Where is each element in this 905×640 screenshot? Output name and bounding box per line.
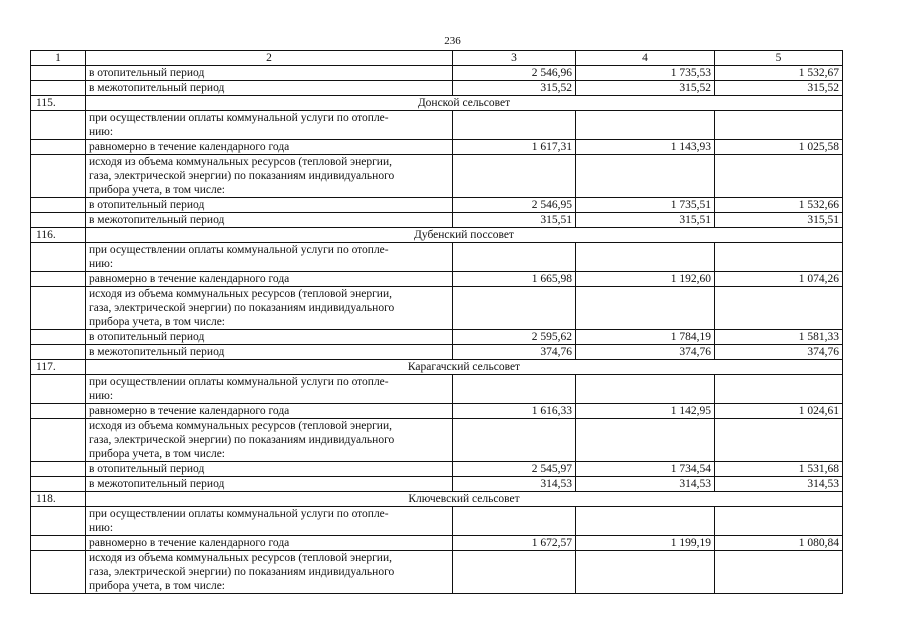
row-number [31, 375, 86, 404]
value-col-3 [453, 507, 576, 536]
table-row [31, 404, 843, 419]
value-col-5: 314,53 [715, 477, 843, 492]
value-col-3: 315,51 [453, 213, 576, 228]
table-row [31, 272, 843, 287]
value-col-3: 2 545,97 [453, 462, 576, 477]
value-col-5 [715, 155, 843, 198]
row-number [31, 140, 86, 155]
value-col-4 [576, 243, 715, 272]
table-row [31, 198, 843, 213]
value-col-5 [715, 375, 843, 404]
row-label: в межотопительный период [86, 81, 453, 96]
value-col-4 [576, 507, 715, 536]
value-col-5: 315,52 [715, 81, 843, 96]
value-col-5: 1 531,68 [715, 462, 843, 477]
value-col-4: 315,51 [576, 213, 715, 228]
value-col-4: 1 735,51 [576, 198, 715, 213]
table-row [31, 287, 843, 330]
header-cell-1: 1 [31, 51, 86, 66]
group-title: Донской сельсовет [86, 96, 843, 111]
row-number [31, 507, 86, 536]
value-col-5: 1 532,67 [715, 66, 843, 81]
row-number: 116. [31, 228, 86, 243]
value-col-4: 1 784,19 [576, 330, 715, 345]
row-number [31, 462, 86, 477]
group-title: Карагачский сельсовет [86, 360, 843, 375]
value-col-5: 374,76 [715, 345, 843, 360]
group-row [31, 360, 843, 375]
value-col-4: 314,53 [576, 477, 715, 492]
row-number [31, 404, 86, 419]
value-col-3: 1 617,31 [453, 140, 576, 155]
value-col-3 [453, 155, 576, 198]
value-col-4: 374,76 [576, 345, 715, 360]
value-col-5 [715, 551, 843, 594]
value-col-4: 1 735,53 [576, 66, 715, 81]
table-row [31, 507, 843, 536]
value-col-5: 315,51 [715, 213, 843, 228]
table-row [31, 330, 843, 345]
page-number: 236 [444, 35, 461, 47]
table-row [31, 419, 843, 462]
row-label: в отопительный период [86, 66, 453, 81]
group-row [31, 96, 843, 111]
table-row [31, 66, 843, 81]
value-col-3 [453, 243, 576, 272]
value-col-5 [715, 287, 843, 330]
value-col-5 [715, 111, 843, 140]
row-label: равномерно в течение календарного года [86, 404, 453, 419]
row-label: при осуществлении оплаты коммунальной услуги по отопле- нию: [86, 111, 453, 140]
value-col-3 [453, 111, 576, 140]
value-col-4 [576, 419, 715, 462]
row-label: исходя из объема коммунальных ресурсов (тепловой энергии, газа, электрической энергии) по показаниям индивидуального прибора учета, в том числе: [86, 551, 453, 594]
row-label: равномерно в течение календарного года [86, 140, 453, 155]
value-col-3: 1 672,57 [453, 536, 576, 551]
row-label: при осуществлении оплаты коммунальной услуги по отопле- нию: [86, 507, 453, 536]
table-row [31, 111, 843, 140]
row-number [31, 66, 86, 81]
row-number [31, 345, 86, 360]
row-number [31, 198, 86, 213]
header-cell-3: 3 [453, 51, 576, 66]
value-col-4 [576, 155, 715, 198]
value-col-3: 2 546,96 [453, 66, 576, 81]
row-number [31, 477, 86, 492]
row-number: 118. [31, 492, 86, 507]
row-number [31, 287, 86, 330]
value-col-3: 2 546,95 [453, 198, 576, 213]
table-row [31, 375, 843, 404]
row-label: исходя из объема коммунальных ресурсов (тепловой энергии, газа, электрической энергии) по показаниям индивидуального прибора учета, в том числе: [86, 419, 453, 462]
value-col-3: 1 616,33 [453, 404, 576, 419]
group-title: Ключевский сельсовет [86, 492, 843, 507]
row-label: в отопительный период [86, 198, 453, 213]
row-number [31, 111, 86, 140]
value-col-4: 315,52 [576, 81, 715, 96]
group-title: Дубенский поссовет [86, 228, 843, 243]
table-row [31, 477, 843, 492]
header-row [31, 51, 843, 66]
row-label: равномерно в течение календарного года [86, 272, 453, 287]
value-col-5: 1 532,66 [715, 198, 843, 213]
row-number [31, 243, 86, 272]
row-number [31, 330, 86, 345]
value-col-3 [453, 551, 576, 594]
header-cell-2: 2 [86, 51, 453, 66]
value-col-4 [576, 287, 715, 330]
row-number [31, 551, 86, 594]
table-row [31, 243, 843, 272]
value-col-4: 1 192,60 [576, 272, 715, 287]
row-label: равномерно в течение календарного года [86, 536, 453, 551]
table-row [31, 536, 843, 551]
row-label: в отопительный период [86, 462, 453, 477]
value-col-5: 1 024,61 [715, 404, 843, 419]
table-row [31, 81, 843, 96]
value-col-5: 1 025,58 [715, 140, 843, 155]
value-col-3 [453, 419, 576, 462]
value-col-4 [576, 375, 715, 404]
table-row [31, 155, 843, 198]
row-number [31, 272, 86, 287]
value-col-4 [576, 551, 715, 594]
row-number [31, 536, 86, 551]
value-col-4: 1 142,95 [576, 404, 715, 419]
row-label: исходя из объема коммунальных ресурсов (тепловой энергии, газа, электрической энергии) по показаниям индивидуального прибора учета, в том числе: [86, 287, 453, 330]
row-label: при осуществлении оплаты коммунальной услуги по отопле- нию: [86, 243, 453, 272]
value-col-5: 1 074,26 [715, 272, 843, 287]
table-row [31, 345, 843, 360]
value-col-5 [715, 507, 843, 536]
value-col-3 [453, 287, 576, 330]
header-cell-5: 5 [715, 51, 843, 66]
row-label: в межотопительный период [86, 213, 453, 228]
row-number [31, 155, 86, 198]
row-number [31, 213, 86, 228]
row-number: 115. [31, 96, 86, 111]
value-col-4 [576, 111, 715, 140]
value-col-3: 1 665,98 [453, 272, 576, 287]
row-label: в межотопительный период [86, 477, 453, 492]
row-label: в межотопительный период [86, 345, 453, 360]
value-col-3 [453, 375, 576, 404]
value-col-4: 1 734,54 [576, 462, 715, 477]
group-row [31, 492, 843, 507]
value-col-4: 1 143,93 [576, 140, 715, 155]
value-col-3: 374,76 [453, 345, 576, 360]
value-col-3: 314,53 [453, 477, 576, 492]
value-col-3: 315,52 [453, 81, 576, 96]
row-number [31, 419, 86, 462]
row-number [31, 81, 86, 96]
value-col-5 [715, 419, 843, 462]
row-label: исходя из объема коммунальных ресурсов (тепловой энергии, газа, электрической энергии) по показаниям индивидуального прибора учета, в том числе: [86, 155, 453, 198]
table-row [31, 213, 843, 228]
value-col-5: 1 581,33 [715, 330, 843, 345]
value-col-5: 1 080,84 [715, 536, 843, 551]
table-row [31, 462, 843, 477]
table-row [31, 140, 843, 155]
tariff-table [30, 50, 843, 594]
table-row [31, 551, 843, 594]
value-col-4: 1 199,19 [576, 536, 715, 551]
row-number: 117. [31, 360, 86, 375]
value-col-3: 2 595,62 [453, 330, 576, 345]
group-row [31, 228, 843, 243]
row-label: при осуществлении оплаты коммунальной услуги по отопле- нию: [86, 375, 453, 404]
value-col-5 [715, 243, 843, 272]
row-label: в отопительный период [86, 330, 453, 345]
header-cell-4: 4 [576, 51, 715, 66]
